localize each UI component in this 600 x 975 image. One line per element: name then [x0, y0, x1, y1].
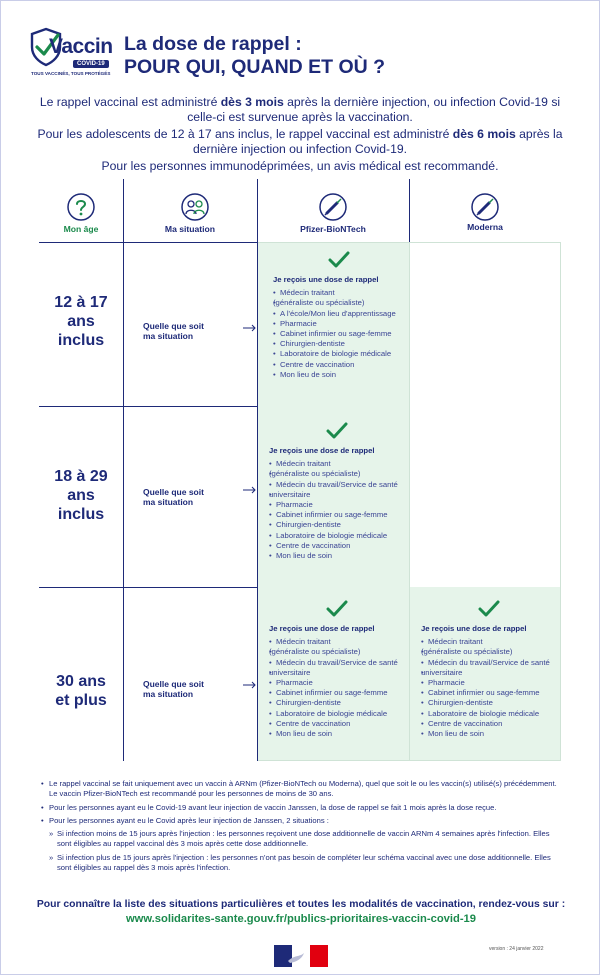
intro-p1-text-end: après la dernière injection, ou infection Covid-19 si celle-ci est survenue après la vaccination.	[187, 95, 561, 124]
location-list	[269, 459, 407, 561]
footnote-list	[41, 779, 563, 873]
list-item: • Médecin du travail/Service de santé	[421, 658, 561, 668]
footer-link[interactable]: www.solidarites-sante.gouv.fr/publics-prioritaires-vaccin-covid-19	[125, 913, 476, 925]
intro-p2-emphasis: dès 6 mois	[452, 127, 516, 141]
age-line: 12 à 17	[54, 294, 108, 311]
footer-info: Pour connaître la liste des situations particulières et toutes les modalités de vaccination, rendez-vous sur :	[36, 899, 566, 910]
arrow-right-icon	[243, 324, 257, 332]
list-item: • (généraliste ou spécialiste)	[269, 469, 407, 479]
list-item: • (généraliste ou spécialiste)	[273, 298, 407, 308]
list-item: • Centre de vaccination	[273, 360, 407, 370]
footnote: • Pour les personnes ayant eu le Covid-19 avant leur injection de vaccin Janssen, la dose de rappel se fait 1 mois après la dose reçue.	[41, 803, 563, 813]
col-header-moderna: Moderna	[467, 222, 503, 232]
vaccin-logo	[29, 27, 111, 81]
situation-line: ma situation	[143, 497, 194, 507]
check-icon	[478, 600, 500, 618]
row-rule-2	[39, 587, 257, 588]
age-line: inclus	[57, 506, 105, 523]
list-item: • Pharmacie	[421, 678, 561, 688]
situation-row-3	[143, 679, 204, 699]
cell-heading: Je reçois une dose de rappel	[273, 275, 379, 284]
list-item: • Mon lieu de soin	[273, 370, 407, 380]
title-line-2: POUR QUI, QUAND ET OÙ ?	[124, 56, 386, 78]
footnote: • Pour les personnes ayant eu le Covid après leur injection de Janssen, 2 situations :	[41, 816, 563, 826]
header-rule	[39, 242, 257, 243]
pfizer-moderna-divider	[409, 242, 410, 761]
list-item: • Cabinet infirmier ou sage-femme	[421, 688, 561, 698]
arrow-right-icon	[243, 681, 257, 689]
situation-row-1	[143, 321, 204, 341]
list-item: • Médecin traitant	[273, 288, 407, 298]
footnotes	[41, 779, 563, 876]
age-line: inclus	[57, 332, 105, 349]
age-line: ans	[67, 313, 95, 330]
list-item: • Chirurgien-dentiste	[273, 339, 407, 349]
situation-line: ma situation	[143, 331, 194, 341]
list-item: • Mon lieu de soin	[421, 729, 561, 739]
age-line: 18 à 29	[54, 468, 108, 485]
age-30-plus	[39, 672, 123, 710]
intro-paragraph-1	[31, 95, 569, 125]
list-item: • Pharmacie	[269, 678, 407, 688]
list-item: • universitaire	[269, 490, 407, 500]
col-divider-1	[123, 179, 124, 761]
logo-brand: Vaccin	[49, 35, 113, 58]
list-item: • Centre de vaccination	[269, 541, 407, 551]
col-header-age: Mon âge	[63, 224, 99, 234]
list-item: • Pharmacie	[273, 319, 407, 329]
situation-line: ma situation	[143, 689, 194, 699]
moderna-cell-row-3	[421, 624, 561, 739]
vaccination-table	[39, 179, 561, 761]
list-item: • Médecin traitant	[269, 459, 407, 469]
page-title	[124, 33, 385, 79]
syringe-icon	[318, 192, 348, 222]
version-label: version : 24 janvier 2022	[489, 946, 544, 952]
list-item: • Cabinet infirmier ou sage-femme	[273, 329, 407, 339]
cell-heading: Je reçois une dose de rappel	[421, 624, 527, 633]
list-item: • Pharmacie	[269, 500, 407, 510]
intro-p1-emphasis: dès 3 mois	[220, 95, 284, 109]
list-item: • Chirurgien-dentiste	[269, 698, 407, 708]
list-item: • Médecin du travail/Service de santé	[269, 658, 407, 668]
pfizer-cell-row-3	[269, 624, 407, 739]
list-item: • Laboratoire de biologie médicale	[421, 709, 561, 719]
footnote-sub: » Si infection moins de 15 jours après l'injection : les personnes reçoivent une dose additionnelle de vaccin ARNm 4 semaines après l'infection. Elles sont éligibles au rappel vaccinal dès 3 mois après cette dose additionnelle.	[41, 829, 563, 850]
col-divider-2	[257, 179, 258, 761]
list-item: • Mon lieu de soin	[269, 551, 407, 561]
age-18-29	[39, 467, 123, 524]
list-item: • Mon lieu de soin	[269, 729, 407, 739]
age-line: ans	[67, 487, 95, 504]
col-header-situation: Ma situation	[164, 224, 216, 234]
situation-line: Quelle que soit	[143, 487, 204, 497]
location-list	[421, 637, 561, 739]
list-item: • Cabinet infirmier ou sage-femme	[269, 688, 407, 698]
list-item: • Médecin traitant	[421, 637, 561, 647]
age-line: et plus	[55, 692, 107, 709]
location-list	[273, 288, 407, 380]
age-12-17	[39, 293, 123, 350]
row-rule-1	[39, 406, 257, 407]
syringe-icon	[470, 192, 500, 222]
list-item: • (généraliste ou spécialiste)	[421, 647, 561, 657]
col-header-pfizer: Pfizer-BioNTech	[300, 224, 366, 234]
intro-p2-text: Pour les adolescents de 12 à 17 ans inclus, le rappel vaccinal est administré	[37, 127, 453, 141]
pfizer-cell-row-2	[269, 446, 407, 561]
arrow-right-icon	[243, 486, 257, 494]
cell-heading: Je reçois une dose de rappel	[269, 624, 375, 633]
footnote: • Le rappel vaccinal se fait uniquement avec un vaccin à ARNm (Pfizer-BioNTech ou Moderna), quel que soit le ou les vaccin(s) utilisé(s) précédemment. Le vaccin Pfizer-BioNTech est recommandé pour les personnes de moins de 30 ans.	[41, 779, 563, 800]
age-line: 30 ans	[56, 673, 106, 690]
list-item: • Laboratoire de biologie médicale	[273, 349, 407, 359]
check-icon	[328, 251, 350, 269]
situation-line: Quelle que soit	[143, 321, 204, 331]
list-item: • Cabinet infirmier ou sage-femme	[269, 510, 407, 520]
check-icon	[326, 422, 348, 440]
republique-francaise-logo	[274, 945, 328, 967]
intro-paragraph-3: Pour les personnes immunodéprimées, un avis médical est recommandé.	[101, 159, 499, 173]
footnote-sub: » Si infection plus de 15 jours après l'injection : les personnes n'ont pas besoin de compléter leur schéma vaccinal avec une dose additionnelle. Elles sont éligibles au rappel dès 3 mois après l'infection.	[41, 853, 563, 874]
list-item: • Médecin traitant	[269, 637, 407, 647]
list-item: • Centre de vaccination	[421, 719, 561, 729]
list-item: • Médecin du travail/Service de santé	[269, 480, 407, 490]
location-list	[269, 637, 407, 739]
list-item: • universitaire	[421, 668, 561, 678]
question-icon	[66, 192, 96, 222]
list-item: • Chirurgien-dentiste	[269, 520, 407, 530]
people-icon	[180, 192, 210, 222]
situation-line: Quelle que soit	[143, 679, 204, 689]
list-item: • Laboratoire de biologie médicale	[269, 531, 407, 541]
cell-heading: Je reçois une dose de rappel	[269, 446, 375, 455]
logo-tagline: TOUS VACCINÉS, TOUS PROTÉGÉS	[31, 71, 111, 76]
title-line-1: La dose de rappel :	[124, 33, 302, 55]
list-item: • (généraliste ou spécialiste)	[269, 647, 407, 657]
situation-row-2	[143, 487, 204, 507]
intro-p2-text-end: après la dernière injection ou infection Covid-19.	[192, 127, 563, 156]
intro-p1-text: Le rappel vaccinal est administré	[39, 95, 221, 109]
list-item: • A l'école/Mon lieu d'apprentissage	[273, 309, 407, 319]
check-icon	[326, 600, 348, 618]
intro-paragraph-2	[31, 127, 569, 157]
col-divider-3	[409, 179, 410, 242]
list-item: • Centre de vaccination	[269, 719, 407, 729]
pfizer-cell-row-1	[273, 275, 407, 380]
list-item: • universitaire	[269, 668, 407, 678]
list-item: • Chirurgien-dentiste	[421, 698, 561, 708]
list-item: • Laboratoire de biologie médicale	[269, 709, 407, 719]
logo-badge: COVID-19	[73, 60, 109, 68]
